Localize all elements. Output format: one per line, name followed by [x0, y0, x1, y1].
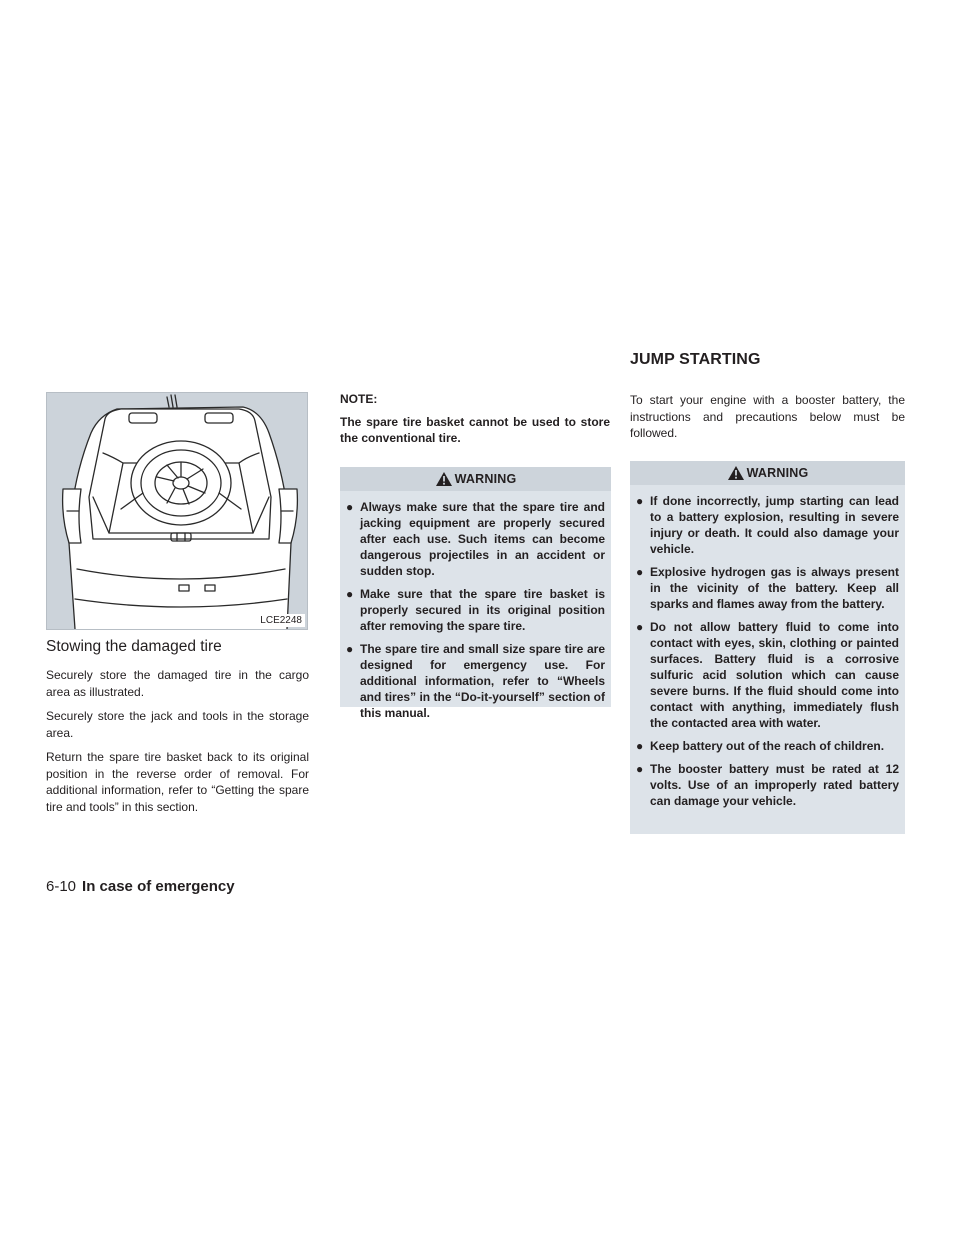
warning-triangle-icon [435, 471, 453, 487]
warning-header [630, 461, 905, 485]
stowing-body [46, 667, 309, 823]
stowing-paragraph: Securely store the damaged tire in the cargo area as illustrated. [46, 668, 309, 699]
cargo-area-drawing [47, 393, 307, 629]
page-footer [46, 878, 235, 895]
warning-triangle-icon [727, 465, 745, 481]
warning-list [340, 491, 611, 729]
warning-item: ● Do not allow battery fluid to come into contact with eyes, skin, clothing or painted surfaces. Battery fluid is a corrosive sulfuric acid solution which can cause severe burns. If the fluid should come into contact with anything, immediately flush the contacted area with water. [636, 620, 899, 730]
figure-label: LCE2248 [257, 614, 305, 627]
stowing-paragraph: Return the spare tire basket back to its original position in the reverse order of removal. For additional information, refer to “Getting the spare tire and tools” in this section. [46, 750, 309, 814]
bullet-icon: ● [346, 587, 354, 601]
chapter-title: In case of emergency [82, 878, 235, 895]
section-heading: JUMP STARTING [630, 351, 761, 368]
warning-item: ● The booster battery must be rated at 12 volts. Use of an improperly rated battery can damage your vehicle. [636, 762, 899, 808]
bullet-icon: ● [346, 642, 354, 656]
warning-item: ● If done incorrectly, jump starting can lead to a battery explosion, resulting in severe injury or death. It could also damage your vehicle. [636, 494, 899, 556]
note-text: The spare tire basket cannot be used to store the conventional tire. [340, 415, 610, 445]
warning-list [630, 485, 905, 817]
bullet-icon: ● [636, 620, 644, 634]
bullet-icon: ● [636, 494, 644, 508]
cargo-area-illustration [46, 392, 308, 630]
jump-intro: To start your engine with a booster battery, the instructions and precautions below must be followed. [630, 393, 905, 440]
stowing-heading: Stowing the damaged tire [46, 638, 222, 655]
warning-title: WARNING [746, 466, 809, 480]
bullet-icon: ● [636, 762, 644, 776]
warning-item: ● Explosive hydrogen gas is always present in the vicinity of the battery. Keep all sparks and flames away from the battery. [636, 565, 899, 611]
warning-item: ● Make sure that the spare tire basket is properly secured in its original position after removing the spare tire. [346, 587, 605, 633]
bullet-icon: ● [636, 739, 644, 753]
bullet-icon: ● [346, 500, 354, 514]
warning-title: WARNING [454, 472, 517, 486]
warning-header [340, 467, 611, 491]
warning-item: ● Always make sure that the spare tire and jacking equipment are properly secured after each use. Such items can become dangerous projectiles in an accident or sudden stop. [346, 500, 605, 578]
warning-item: ● The spare tire and small size spare tire are designed for emergency use. For additional information, refer to “Wheels and tires” in the “Do-it-yourself” section of this manual. [346, 642, 605, 720]
warning-item: ● Keep battery out of the reach of children. [636, 739, 885, 753]
page-number: 6-10 [46, 878, 77, 895]
bullet-icon: ● [636, 565, 644, 579]
warning-box [630, 461, 905, 834]
warning-box [340, 467, 611, 720]
stowing-paragraph: Securely store the jack and tools in the storage area. [46, 709, 309, 740]
note-label: NOTE: [340, 392, 378, 406]
